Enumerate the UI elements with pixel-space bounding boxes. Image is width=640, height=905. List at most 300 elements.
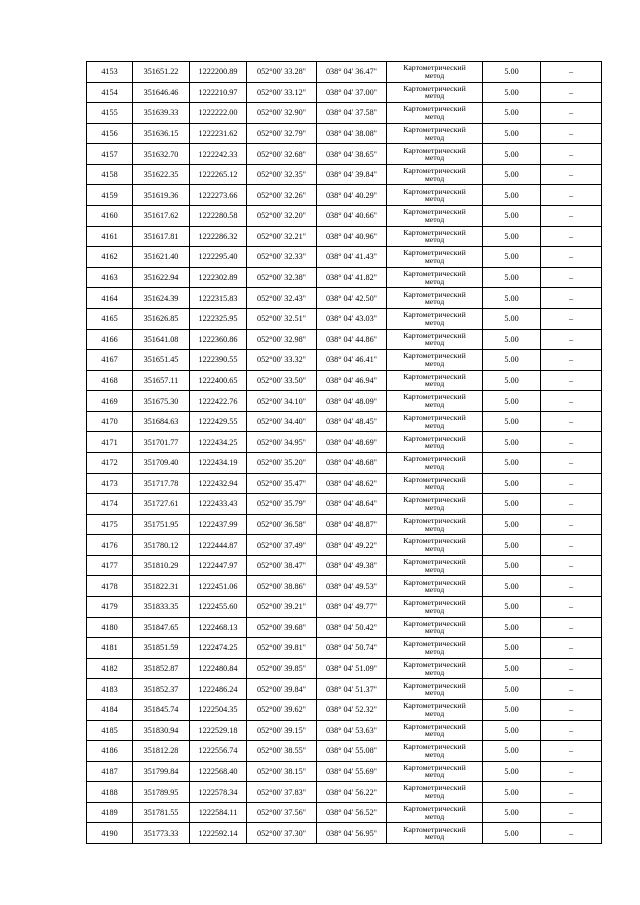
- method-line-2: метод: [424, 441, 445, 451]
- error-cell: 5.00: [483, 802, 541, 823]
- longitude-cell: 038° 04' 56.95": [317, 823, 387, 844]
- method-line-1: Картометрический: [403, 83, 466, 93]
- point-number-cell: 4170: [87, 411, 133, 432]
- table-row: [87, 679, 602, 700]
- y-coordinate-cell: 1222486.24: [190, 679, 247, 700]
- y-coordinate-cell: 1222286.32: [190, 226, 247, 247]
- x-coordinate-cell: 351651.22: [133, 62, 190, 83]
- latitude-cell: 052°00' 32.26": [247, 185, 317, 206]
- point-number-cell: 4189: [87, 802, 133, 823]
- latitude-cell: 052°00' 37.30": [247, 823, 317, 844]
- method-cell: [387, 432, 483, 453]
- latitude-cell: 052°00' 32.51": [247, 308, 317, 329]
- latitude-cell: 052°00' 33.50": [247, 370, 317, 391]
- method-line-1: Картометрический: [403, 63, 466, 73]
- error-cell: 5.00: [483, 823, 541, 844]
- method-line-1: Картометрический: [403, 454, 466, 464]
- note-cell: –: [541, 185, 602, 206]
- error-cell: 5.00: [483, 761, 541, 782]
- longitude-cell: 038° 04' 39.84": [317, 164, 387, 185]
- method-line-2: метод: [424, 276, 445, 286]
- y-coordinate-cell: 1222434.19: [190, 452, 247, 473]
- method-cell: [387, 679, 483, 700]
- method-line-2: метод: [424, 502, 445, 512]
- method-line-1: Картометрический: [403, 207, 466, 217]
- method-line-1: Картометрический: [403, 330, 466, 340]
- method-cell: [387, 658, 483, 679]
- method-line-2: метод: [424, 358, 445, 368]
- point-number-cell: 4186: [87, 741, 133, 762]
- point-number-cell: 4158: [87, 164, 133, 185]
- y-coordinate-cell: 1222433.43: [190, 494, 247, 515]
- table-row: [87, 164, 602, 185]
- method-cell: [387, 761, 483, 782]
- latitude-cell: 052°00' 33.28": [247, 62, 317, 83]
- note-cell: –: [541, 679, 602, 700]
- error-cell: 5.00: [483, 329, 541, 350]
- table-row: [87, 370, 602, 391]
- y-coordinate-cell: 1222455.60: [190, 597, 247, 618]
- latitude-cell: 052°00' 39.84": [247, 679, 317, 700]
- table-row: [87, 206, 602, 227]
- point-number-cell: 4176: [87, 535, 133, 556]
- longitude-cell: 038° 04' 49.53": [317, 576, 387, 597]
- error-cell: 5.00: [483, 226, 541, 247]
- table-row: [87, 658, 602, 679]
- method-cell: [387, 452, 483, 473]
- x-coordinate-cell: 351812.28: [133, 741, 190, 762]
- x-coordinate-cell: 351810.29: [133, 555, 190, 576]
- error-cell: 5.00: [483, 782, 541, 803]
- table-row: [87, 247, 602, 268]
- method-cell: [387, 555, 483, 576]
- error-cell: 5.00: [483, 62, 541, 83]
- method-line-2: метод: [424, 564, 445, 574]
- method-line-1: Картометрический: [403, 351, 466, 361]
- y-coordinate-cell: 1222265.12: [190, 164, 247, 185]
- longitude-cell: 038° 04' 49.77": [317, 597, 387, 618]
- point-number-cell: 4190: [87, 823, 133, 844]
- latitude-cell: 052°00' 39.81": [247, 638, 317, 659]
- longitude-cell: 038° 04' 40.29": [317, 185, 387, 206]
- x-coordinate-cell: 351789.95: [133, 782, 190, 803]
- x-coordinate-cell: 351727.61: [133, 494, 190, 515]
- note-cell: –: [541, 597, 602, 618]
- method-line-2: метод: [424, 153, 445, 163]
- note-cell: –: [541, 226, 602, 247]
- y-coordinate-cell: 1222422.76: [190, 391, 247, 412]
- method-line-1: Картометрический: [403, 392, 466, 402]
- table-row: [87, 535, 602, 556]
- point-number-cell: 4165: [87, 308, 133, 329]
- y-coordinate-cell: 1222200.89: [190, 62, 247, 83]
- y-coordinate-cell: 1222360.86: [190, 329, 247, 350]
- table-row: [87, 185, 602, 206]
- x-coordinate-cell: 351822.31: [133, 576, 190, 597]
- y-coordinate-cell: 1222295.40: [190, 247, 247, 268]
- y-coordinate-cell: 1222400.65: [190, 370, 247, 391]
- latitude-cell: 052°00' 36.58": [247, 514, 317, 535]
- latitude-cell: 052°00' 37.83": [247, 782, 317, 803]
- method-line-1: Картометрический: [403, 515, 466, 525]
- error-cell: 5.00: [483, 473, 541, 494]
- table-row: [87, 308, 602, 329]
- point-number-cell: 4166: [87, 329, 133, 350]
- method-line-2: метод: [424, 688, 445, 698]
- latitude-cell: 052°00' 37.49": [247, 535, 317, 556]
- method-line-1: Картометрический: [403, 474, 466, 484]
- error-cell: 5.00: [483, 638, 541, 659]
- longitude-cell: 038° 04' 52.32": [317, 699, 387, 720]
- note-cell: –: [541, 802, 602, 823]
- y-coordinate-cell: 1222556.74: [190, 741, 247, 762]
- y-coordinate-cell: 1222504.35: [190, 699, 247, 720]
- point-number-cell: 4171: [87, 432, 133, 453]
- x-coordinate-cell: 351852.87: [133, 658, 190, 679]
- x-coordinate-cell: 351619.36: [133, 185, 190, 206]
- latitude-cell: 052°00' 34.95": [247, 432, 317, 453]
- y-coordinate-cell: 1222242.33: [190, 144, 247, 165]
- error-cell: 5.00: [483, 679, 541, 700]
- y-coordinate-cell: 1222429.55: [190, 411, 247, 432]
- method-cell: [387, 226, 483, 247]
- error-cell: 5.00: [483, 597, 541, 618]
- method-line-1: Картометрический: [403, 721, 466, 731]
- x-coordinate-cell: 351621.40: [133, 247, 190, 268]
- method-line-1: Картометрический: [403, 433, 466, 443]
- table-row: [87, 432, 602, 453]
- method-cell: [387, 144, 483, 165]
- method-cell: [387, 802, 483, 823]
- longitude-cell: 038° 04' 42.50": [317, 288, 387, 309]
- y-coordinate-cell: 1222280.58: [190, 206, 247, 227]
- error-cell: 5.00: [483, 494, 541, 515]
- method-line-2: метод: [424, 194, 445, 204]
- method-line-2: метод: [424, 338, 445, 348]
- error-cell: 5.00: [483, 103, 541, 124]
- method-cell: [387, 308, 483, 329]
- method-line-2: метод: [424, 646, 445, 656]
- method-line-2: метод: [424, 379, 445, 389]
- method-cell: [387, 823, 483, 844]
- note-cell: –: [541, 782, 602, 803]
- method-cell: [387, 473, 483, 494]
- point-number-cell: 4178: [87, 576, 133, 597]
- y-coordinate-cell: 1222315.83: [190, 288, 247, 309]
- note-cell: –: [541, 103, 602, 124]
- note-cell: –: [541, 391, 602, 412]
- method-line-1: Картометрический: [403, 104, 466, 114]
- error-cell: 5.00: [483, 514, 541, 535]
- error-cell: 5.00: [483, 617, 541, 638]
- y-coordinate-cell: 1222480.84: [190, 658, 247, 679]
- y-coordinate-cell: 1222592.14: [190, 823, 247, 844]
- method-line-1: Картометрический: [403, 804, 466, 813]
- error-cell: 5.00: [483, 699, 541, 720]
- method-line-2: метод: [424, 461, 445, 471]
- longitude-cell: 038° 04' 44.86": [317, 329, 387, 350]
- method-line-2: метод: [424, 585, 445, 595]
- point-number-cell: 4168: [87, 370, 133, 391]
- method-cell: [387, 597, 483, 618]
- method-cell: [387, 720, 483, 741]
- method-line-1: Картометрический: [403, 495, 466, 505]
- method-line-2: метод: [424, 111, 445, 121]
- method-line-2: метод: [424, 400, 445, 410]
- method-line-1: Картометрический: [403, 557, 466, 567]
- note-cell: –: [541, 288, 602, 309]
- note-cell: –: [541, 267, 602, 288]
- x-coordinate-cell: 351751.95: [133, 514, 190, 535]
- point-number-cell: 4172: [87, 452, 133, 473]
- table-row: [87, 123, 602, 144]
- longitude-cell: 038° 04' 55.08": [317, 741, 387, 762]
- x-coordinate-cell: 351622.94: [133, 267, 190, 288]
- error-cell: 5.00: [483, 82, 541, 103]
- y-coordinate-cell: 1222231.62: [190, 123, 247, 144]
- x-coordinate-cell: 351717.78: [133, 473, 190, 494]
- latitude-cell: 052°00' 39.21": [247, 597, 317, 618]
- point-number-cell: 4182: [87, 658, 133, 679]
- note-cell: –: [541, 535, 602, 556]
- method-line-2: метод: [424, 297, 445, 307]
- longitude-cell: 038° 04' 36.47": [317, 62, 387, 83]
- y-coordinate-cell: 1222325.95: [190, 308, 247, 329]
- x-coordinate-cell: 351675.30: [133, 391, 190, 412]
- y-coordinate-cell: 1222434.25: [190, 432, 247, 453]
- table-row: [87, 699, 602, 720]
- y-coordinate-cell: 1222444.87: [190, 535, 247, 556]
- longitude-cell: 038° 04' 48.64": [317, 494, 387, 515]
- table-row: [87, 802, 602, 823]
- method-line-1: Картометрический: [403, 289, 466, 299]
- x-coordinate-cell: 351624.39: [133, 288, 190, 309]
- latitude-cell: 052°00' 39.62": [247, 699, 317, 720]
- method-cell: [387, 638, 483, 659]
- table-row: [87, 741, 602, 762]
- longitude-cell: 038° 04' 49.38": [317, 555, 387, 576]
- table-row: [87, 288, 602, 309]
- x-coordinate-cell: 351651.45: [133, 350, 190, 371]
- method-cell: [387, 699, 483, 720]
- point-number-cell: 4187: [87, 761, 133, 782]
- table-row: [87, 452, 602, 473]
- method-line-1: Картометрический: [403, 227, 466, 237]
- y-coordinate-cell: 1222273.66: [190, 185, 247, 206]
- point-number-cell: 4184: [87, 699, 133, 720]
- note-cell: –: [541, 370, 602, 391]
- latitude-cell: 052°00' 38.86": [247, 576, 317, 597]
- method-line-2: метод: [424, 770, 445, 780]
- table-row: [87, 494, 602, 515]
- error-cell: 5.00: [483, 535, 541, 556]
- table-row: [87, 555, 602, 576]
- note-cell: –: [541, 617, 602, 638]
- error-cell: 5.00: [483, 658, 541, 679]
- note-cell: –: [541, 247, 602, 268]
- error-cell: 5.00: [483, 164, 541, 185]
- note-cell: –: [541, 761, 602, 782]
- method-cell: [387, 62, 483, 83]
- point-number-cell: 4175: [87, 514, 133, 535]
- method-line-2: метод: [424, 255, 445, 265]
- point-number-cell: 4181: [87, 638, 133, 659]
- point-number-cell: 4157: [87, 144, 133, 165]
- method-line-1: Картометрический: [403, 186, 466, 196]
- point-number-cell: 4159: [87, 185, 133, 206]
- y-coordinate-cell: 1222302.89: [190, 267, 247, 288]
- point-number-cell: 4164: [87, 288, 133, 309]
- table-row: [87, 103, 602, 124]
- point-number-cell: 4183: [87, 679, 133, 700]
- latitude-cell: 052°00' 39.68": [247, 617, 317, 638]
- method-line-1: Картометрический: [403, 166, 466, 176]
- x-coordinate-cell: 351657.11: [133, 370, 190, 391]
- method-line-1: Картометрический: [403, 762, 466, 772]
- method-line-2: метод: [424, 544, 445, 554]
- x-coordinate-cell: 351639.33: [133, 103, 190, 124]
- method-cell: [387, 164, 483, 185]
- longitude-cell: 038° 04' 37.00": [317, 82, 387, 103]
- method-line-2: метод: [424, 811, 445, 821]
- table-row: [87, 823, 602, 844]
- latitude-cell: 052°00' 32.90": [247, 103, 317, 124]
- longitude-cell: 038° 04' 48.09": [317, 391, 387, 412]
- method-line-2: метод: [424, 749, 445, 759]
- method-line-2: метод: [424, 832, 445, 842]
- longitude-cell: 038° 04' 49.22": [317, 535, 387, 556]
- latitude-cell: 052°00' 32.33": [247, 247, 317, 268]
- method-line-2: метод: [424, 523, 445, 533]
- method-cell: [387, 103, 483, 124]
- x-coordinate-cell: 351636.15: [133, 123, 190, 144]
- x-coordinate-cell: 351617.81: [133, 226, 190, 247]
- method-line-2: метод: [424, 173, 445, 183]
- table-row: [87, 391, 602, 412]
- method-line-1: Картометрический: [403, 783, 466, 793]
- note-cell: –: [541, 144, 602, 165]
- table-row: [87, 226, 602, 247]
- longitude-cell: 038° 04' 41.43": [317, 247, 387, 268]
- longitude-cell: 038° 04' 37.58": [317, 103, 387, 124]
- table-row: [87, 473, 602, 494]
- method-line-2: метод: [424, 132, 445, 142]
- latitude-cell: 052°00' 32.79": [247, 123, 317, 144]
- method-line-2: метод: [424, 317, 445, 327]
- x-coordinate-cell: 351632.70: [133, 144, 190, 165]
- error-cell: 5.00: [483, 576, 541, 597]
- longitude-cell: 038° 04' 50.42": [317, 617, 387, 638]
- method-line-1: Картометрический: [403, 268, 466, 278]
- y-coordinate-cell: 1222578.34: [190, 782, 247, 803]
- method-line-2: метод: [424, 626, 445, 636]
- error-cell: 5.00: [483, 391, 541, 412]
- latitude-cell: 052°00' 38.47": [247, 555, 317, 576]
- method-cell: [387, 617, 483, 638]
- error-cell: 5.00: [483, 370, 541, 391]
- table-row: [87, 617, 602, 638]
- longitude-cell: 038° 04' 43.03": [317, 308, 387, 329]
- x-coordinate-cell: 351622.35: [133, 164, 190, 185]
- table-row: [87, 411, 602, 432]
- table-row: [87, 761, 602, 782]
- point-number-cell: 4180: [87, 617, 133, 638]
- error-cell: 5.00: [483, 267, 541, 288]
- method-cell: [387, 123, 483, 144]
- error-cell: 5.00: [483, 288, 541, 309]
- method-cell: [387, 267, 483, 288]
- latitude-cell: 052°00' 35.47": [247, 473, 317, 494]
- method-line-1: Картометрический: [403, 413, 466, 423]
- point-number-cell: 4154: [87, 82, 133, 103]
- point-number-cell: 4174: [87, 494, 133, 515]
- x-coordinate-cell: 351709.40: [133, 452, 190, 473]
- x-coordinate-cell: 351641.08: [133, 329, 190, 350]
- point-number-cell: 4188: [87, 782, 133, 803]
- method-cell: [387, 206, 483, 227]
- x-coordinate-cell: 351781.55: [133, 802, 190, 823]
- table-row: [87, 329, 602, 350]
- error-cell: 5.00: [483, 144, 541, 165]
- latitude-cell: 052°00' 37.56": [247, 802, 317, 823]
- point-number-cell: 4173: [87, 473, 133, 494]
- error-cell: 5.00: [483, 720, 541, 741]
- note-cell: –: [541, 308, 602, 329]
- method-line-1: Картометрический: [403, 371, 466, 381]
- point-number-cell: 4161: [87, 226, 133, 247]
- method-cell: [387, 350, 483, 371]
- note-cell: –: [541, 658, 602, 679]
- method-cell: [387, 514, 483, 535]
- note-cell: –: [541, 411, 602, 432]
- method-line-2: метод: [424, 482, 445, 492]
- method-line-1: Картометрический: [403, 639, 466, 649]
- note-cell: –: [541, 555, 602, 576]
- method-cell: [387, 782, 483, 803]
- y-coordinate-cell: 1222468.13: [190, 617, 247, 638]
- x-coordinate-cell: 351845.74: [133, 699, 190, 720]
- latitude-cell: 052°00' 32.21": [247, 226, 317, 247]
- note-cell: –: [541, 576, 602, 597]
- table-row: [87, 267, 602, 288]
- error-cell: 5.00: [483, 432, 541, 453]
- x-coordinate-cell: 351852.37: [133, 679, 190, 700]
- longitude-cell: 038° 04' 48.62": [317, 473, 387, 494]
- latitude-cell: 052°00' 39.85": [247, 658, 317, 679]
- method-line-2: метод: [424, 791, 445, 801]
- longitude-cell: 038° 04' 48.69": [317, 432, 387, 453]
- latitude-cell: 052°00' 39.15": [247, 720, 317, 741]
- longitude-cell: 038° 04' 41.82": [317, 267, 387, 288]
- method-cell: [387, 82, 483, 103]
- note-cell: –: [541, 329, 602, 350]
- longitude-cell: 038° 04' 46.94": [317, 370, 387, 391]
- method-cell: [387, 494, 483, 515]
- point-number-cell: 4162: [87, 247, 133, 268]
- note-cell: –: [541, 123, 602, 144]
- x-coordinate-cell: 351646.46: [133, 82, 190, 103]
- note-cell: –: [541, 473, 602, 494]
- method-line-2: метод: [424, 667, 445, 677]
- x-coordinate-cell: 351847.65: [133, 617, 190, 638]
- table-row: [87, 62, 602, 83]
- table-row: [87, 720, 602, 741]
- latitude-cell: 052°00' 33.12": [247, 82, 317, 103]
- table-body: [87, 62, 602, 844]
- method-line-2: метод: [424, 420, 445, 430]
- method-cell: [387, 576, 483, 597]
- note-cell: –: [541, 638, 602, 659]
